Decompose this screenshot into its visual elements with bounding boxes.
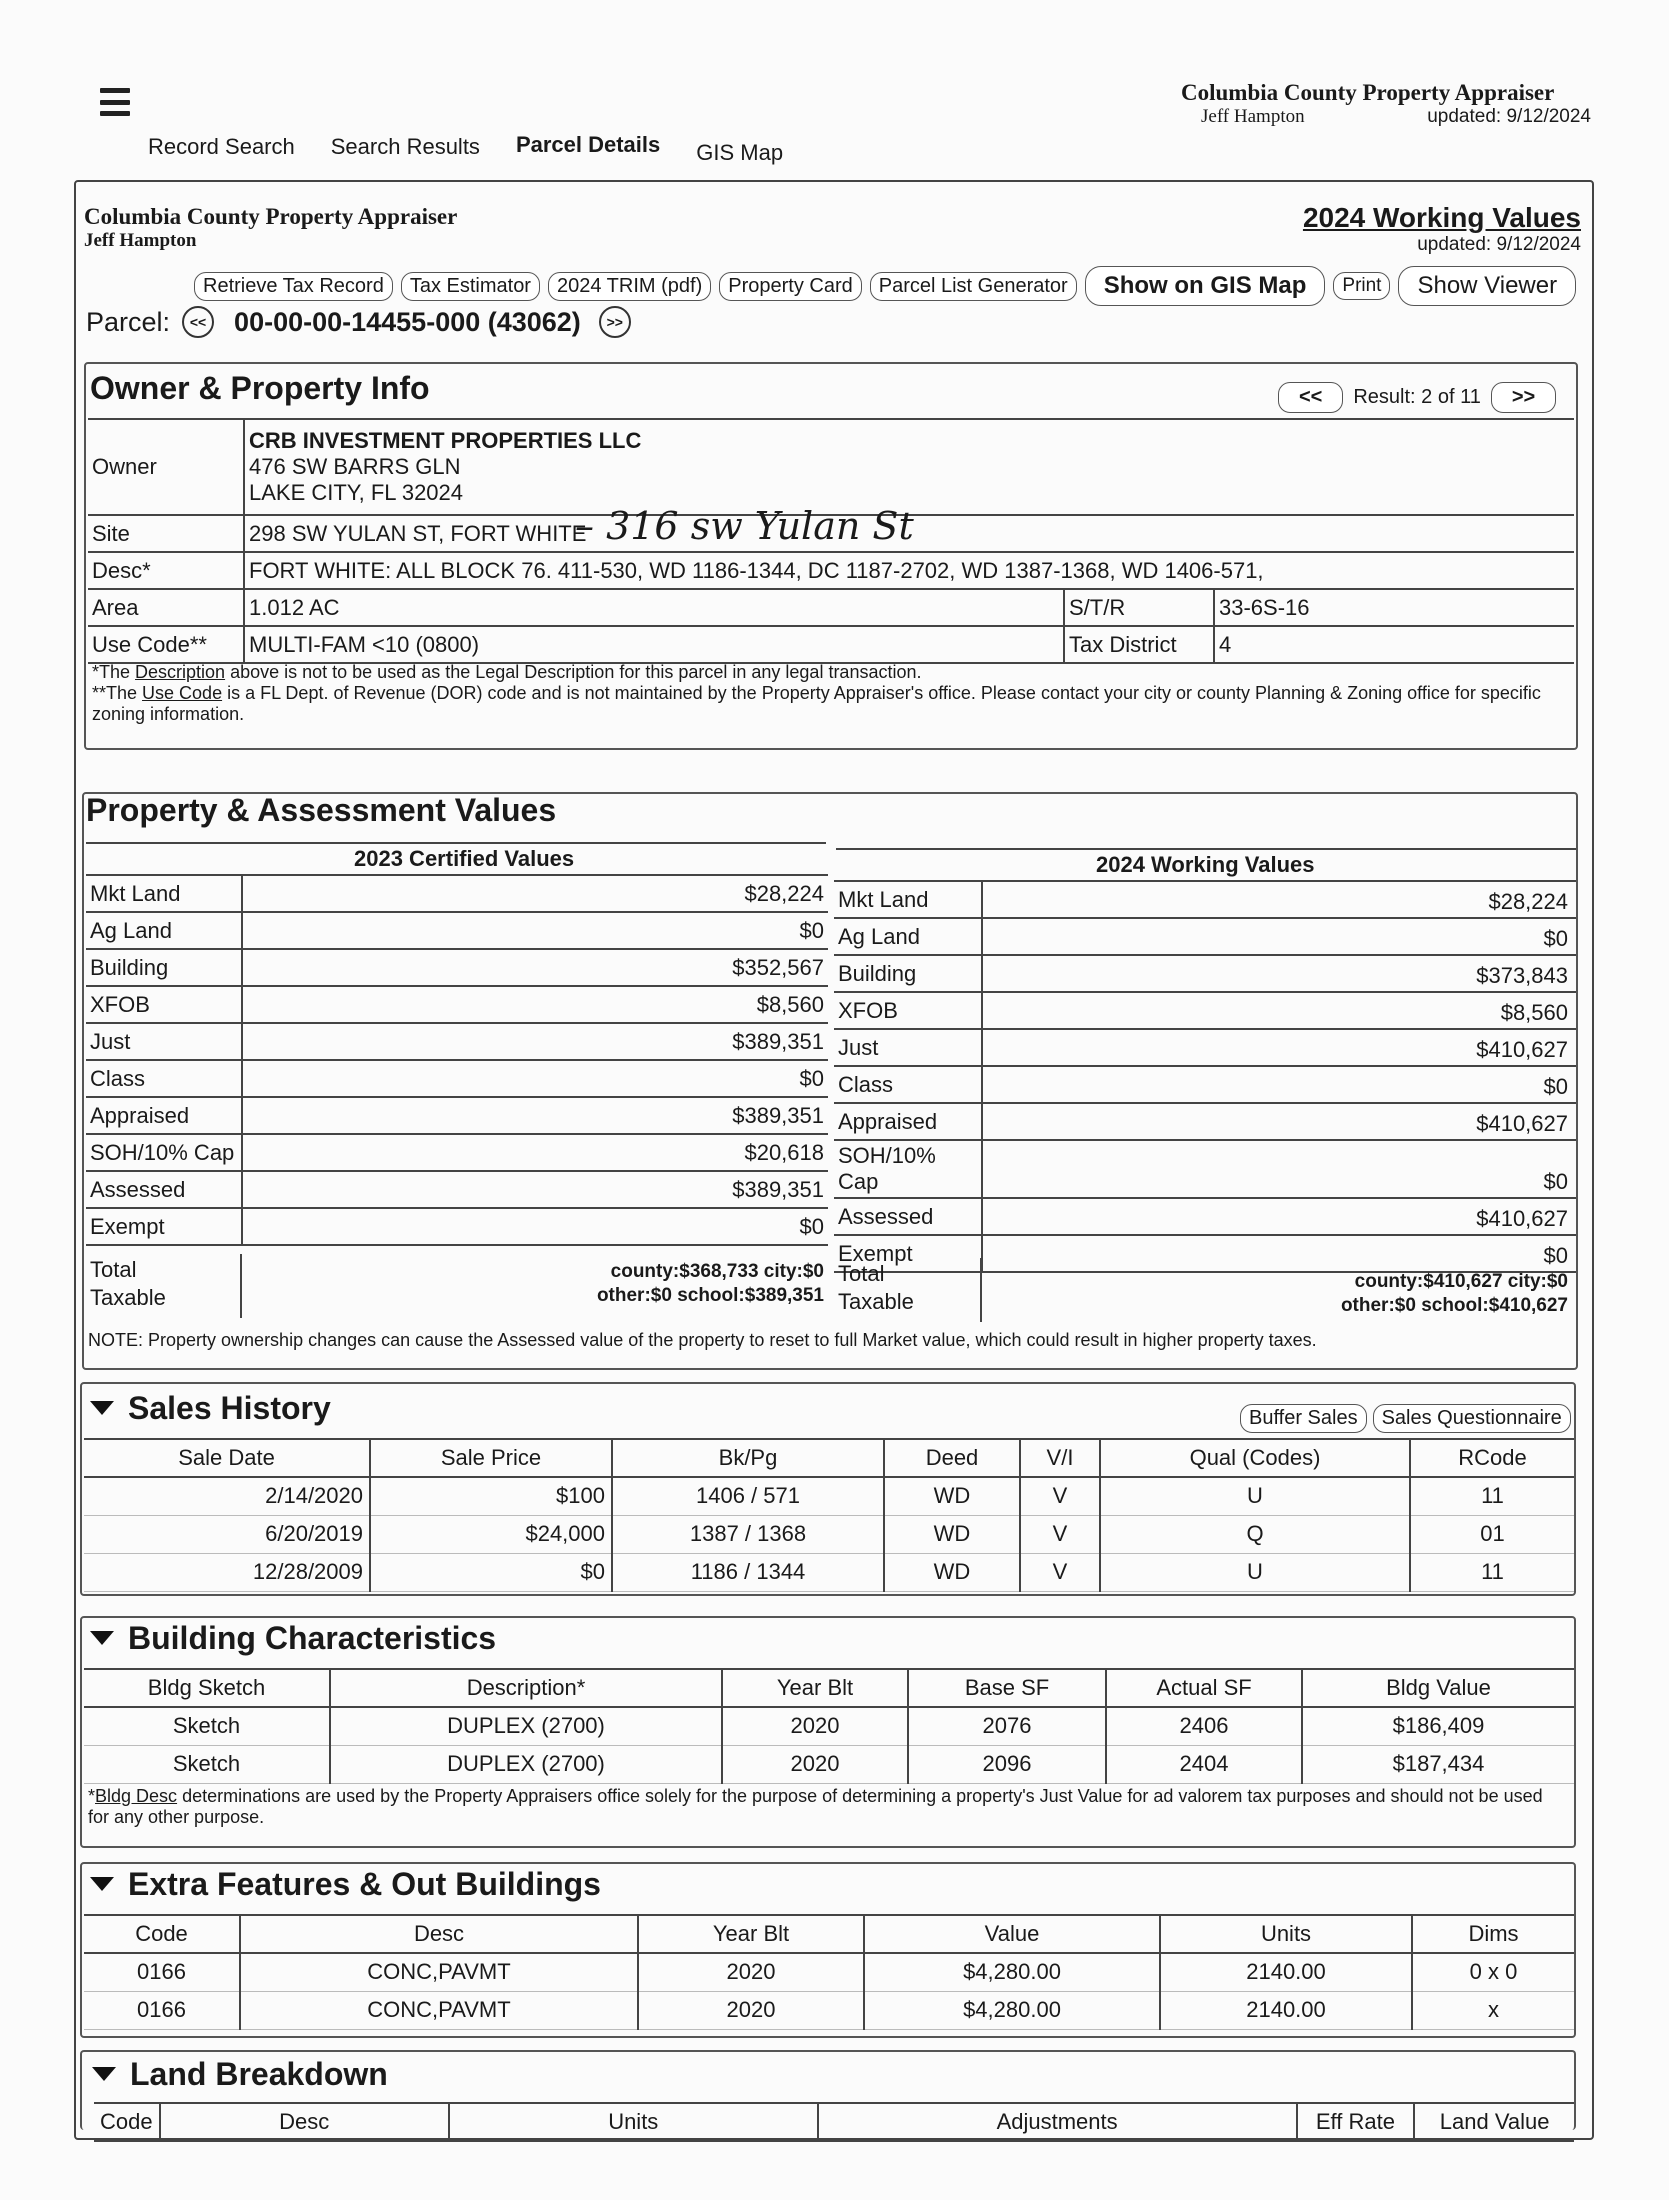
collapse-extra-icon[interactable]	[90, 1877, 114, 1891]
building-cell: 2020	[722, 1745, 908, 1783]
parcel-row	[86, 306, 631, 338]
sales-cell: 1406 / 571	[612, 1477, 884, 1515]
property-card-button[interactable]: Property Card	[719, 272, 862, 301]
desc-label: Desc*	[88, 552, 244, 589]
use-code-link[interactable]: Use Code	[142, 683, 223, 703]
land-col-header: Adjustments	[818, 2103, 1297, 2141]
value-amount: $28,224	[242, 875, 828, 912]
sales-cell: U	[1100, 1553, 1410, 1591]
tax-district-label: Tax District	[1064, 626, 1214, 663]
values-row	[86, 949, 828, 986]
use-code-value: MULTI-FAM <10 (0800)	[244, 626, 1064, 663]
sales-cell: WD	[884, 1553, 1020, 1591]
value-label: Mkt Land	[834, 881, 982, 918]
sales-questionnaire-button[interactable]: Sales Questionnaire	[1373, 1404, 1571, 1433]
sales-cell: WD	[884, 1477, 1020, 1515]
building-cell: 2020	[722, 1707, 908, 1745]
action-buttons	[194, 266, 1576, 306]
building-row	[84, 1707, 1574, 1745]
building-cell: $186,409	[1302, 1707, 1574, 1745]
building-cell: 2076	[908, 1707, 1106, 1745]
value-label: XFOB	[86, 986, 242, 1023]
result-next-button[interactable]: >>	[1491, 382, 1556, 413]
land-col-header: Units	[449, 2103, 818, 2141]
extra-row	[84, 1991, 1574, 2029]
value-label: Exempt	[86, 1208, 242, 1245]
building-cell: $187,434	[1302, 1745, 1574, 1783]
value-label: Just	[86, 1023, 242, 1060]
sales-cell: 11	[1410, 1553, 1574, 1591]
building-cell: Sketch	[84, 1745, 330, 1783]
values-row	[86, 1171, 828, 1208]
str-label: S/T/R	[1064, 589, 1214, 626]
sales-cell: 1186 / 1344	[612, 1553, 884, 1591]
land-header-row	[94, 2103, 1574, 2141]
values-2024-grid	[834, 880, 1576, 1273]
extra-cell: 2020	[638, 1991, 864, 2029]
nav-parcel-details[interactable]: Parcel Details	[515, 132, 661, 157]
value-amount: $8,560	[982, 992, 1576, 1029]
values-row	[834, 918, 1576, 955]
site-label: Site	[88, 515, 244, 552]
values-row	[834, 1198, 1576, 1235]
site-value: 298 SW YULAN ST, FORT WHITE	[249, 520, 587, 546]
panel-header-left	[84, 204, 457, 252]
value-amount: $0	[242, 912, 828, 949]
owner-name: CRB INVESTMENT PROPERTIES LLC	[249, 428, 642, 453]
sales-cell: 12/28/2009	[84, 1553, 370, 1591]
result-prev-button[interactable]: <<	[1278, 382, 1343, 413]
parcel-label: Parcel:	[86, 306, 171, 337]
owner-address-2: LAKE CITY, FL 32024	[249, 480, 464, 505]
str-value: 33-6S-16	[1214, 589, 1574, 626]
building-col-header: Year Blt	[722, 1669, 908, 1707]
sales-col-header: Qual (Codes)	[1100, 1439, 1410, 1477]
values-row	[86, 1060, 828, 1097]
building-col-header: Actual SF	[1106, 1669, 1302, 1707]
updated-date: updated: 9/12/2024	[1427, 106, 1591, 127]
extra-col-header: Units	[1160, 1915, 1412, 1953]
values-row	[834, 1066, 1576, 1103]
sales-table	[84, 1438, 1574, 1592]
land-col-header: Desc	[160, 2103, 449, 2141]
col-2023-header: 2023 Certified Values	[354, 846, 575, 871]
values-2023-grid	[86, 874, 828, 1246]
total-taxable-value-2024: county:$410,627 city:$0 other:$0 school:$410,627	[1340, 1271, 1568, 1316]
sales-col-header: RCode	[1410, 1439, 1574, 1477]
values-row	[86, 1134, 828, 1171]
value-amount: $352,567	[242, 949, 828, 986]
total-taxable-2024	[834, 1258, 1576, 1322]
sales-cell: $100	[370, 1477, 612, 1515]
value-label: SOH/10% Cap	[834, 1140, 982, 1198]
extra-cell: $4,280.00	[864, 1991, 1160, 2029]
building-col-header: Base SF	[908, 1669, 1106, 1707]
extra-features-table	[84, 1914, 1574, 2030]
sales-cell: Q	[1100, 1515, 1410, 1553]
values-row	[86, 1097, 828, 1134]
use-code-row	[88, 626, 1574, 663]
value-label: Class	[86, 1060, 242, 1097]
sales-col-header: Sale Date	[84, 1439, 370, 1477]
sales-cell: 6/20/2019	[84, 1515, 370, 1553]
extra-col-header: Year Blt	[638, 1915, 864, 1953]
next-parcel-button[interactable]: >>	[599, 306, 631, 338]
building-cell: 2406	[1106, 1707, 1302, 1745]
sales-col-header: Sale Price	[370, 1439, 612, 1477]
collapse-sales-icon[interactable]	[90, 1401, 114, 1415]
extra-cell: CONC,PAVMT	[240, 1991, 638, 2029]
value-label: Ag Land	[834, 918, 982, 955]
building-row	[84, 1745, 1574, 1783]
value-label: Assessed	[834, 1198, 982, 1235]
parcel-id: 00-00-00-14455-000 (43062)	[234, 306, 581, 337]
value-amount: $8,560	[242, 986, 828, 1023]
collapse-building-icon[interactable]	[90, 1631, 114, 1645]
bldg-desc-link[interactable]: Bldg Desc	[95, 1786, 178, 1806]
building-cell: 2404	[1106, 1745, 1302, 1783]
owner-section-title: Owner & Property Info	[90, 370, 430, 406]
building-col-header: Description*	[330, 1669, 722, 1707]
value-amount: $389,351	[242, 1171, 828, 1208]
panel-header-right	[1303, 202, 1581, 256]
value-amount: $0	[982, 1066, 1576, 1103]
land-col-header: Code	[94, 2103, 160, 2141]
building-col-header: Bldg Sketch	[84, 1669, 330, 1707]
prev-parcel-button[interactable]: <<	[182, 306, 214, 338]
values-row	[86, 1208, 828, 1245]
total-taxable-label-2023: Total Taxable	[86, 1254, 242, 1318]
building-cell: 2096	[908, 1745, 1106, 1783]
value-label: XFOB	[834, 992, 982, 1029]
show-on-gis-map-button[interactable]: Show on GIS Map	[1085, 266, 1326, 306]
sales-row	[84, 1515, 1574, 1553]
top-nav	[148, 132, 784, 165]
values-row	[86, 875, 828, 912]
value-amount: $389,351	[242, 1023, 828, 1060]
value-amount: $0	[242, 1060, 828, 1097]
building-header-row	[84, 1669, 1574, 1707]
value-label: SOH/10% Cap	[86, 1134, 242, 1171]
panel-appraiser-title: Columbia County Property Appraiser	[84, 204, 458, 229]
appraiser-banner	[1181, 80, 1591, 128]
sales-section-title: Sales History	[90, 1390, 331, 1427]
sales-cell: 11	[1410, 1477, 1574, 1515]
total-taxable-label-2024: Total Taxable	[834, 1258, 982, 1322]
owner-value	[244, 419, 1574, 515]
extra-col-header: Dims	[1412, 1915, 1574, 1953]
result-count: Result: 2 of 11	[1353, 386, 1481, 408]
values-row	[834, 992, 1576, 1029]
land-col-header: Land Value	[1414, 2103, 1574, 2141]
sales-cell: V	[1020, 1553, 1100, 1591]
ownership-change-note: NOTE: Property ownership changes can cause the Assessed value of the property to reset to full Market value, which could result in higher property taxes.	[88, 1330, 1317, 1350]
building-cell: DUPLEX (2700)	[330, 1707, 722, 1745]
sales-cell: 01	[1410, 1515, 1574, 1553]
value-amount: $410,627	[982, 1029, 1576, 1066]
use-code-label: Use Code**	[88, 626, 244, 663]
extra-header-row	[84, 1915, 1574, 1953]
menu-icon[interactable]	[100, 88, 130, 116]
sales-cell: 2/14/2020	[84, 1477, 370, 1515]
sales-header-row	[84, 1439, 1574, 1477]
extra-col-header: Desc	[240, 1915, 638, 1953]
extra-cell: $4,280.00	[864, 1953, 1160, 1991]
total-taxable-2023	[86, 1254, 828, 1318]
land-breakdown-title: Land Breakdown	[92, 2056, 388, 2093]
value-amount: $373,843	[982, 955, 1576, 992]
buffer-sales-button[interactable]: Buffer Sales	[1240, 1404, 1367, 1433]
building-col-header: Bldg Value	[1302, 1669, 1574, 1707]
area-label: Area	[88, 589, 244, 626]
nav-record-search[interactable]: Record Search	[148, 134, 295, 159]
values-row	[834, 1029, 1576, 1066]
value-label: Building	[834, 955, 982, 992]
values-row	[834, 955, 1576, 992]
value-amount: $0	[982, 918, 1576, 955]
total-taxable-value-2023: county:$368,733 city:$0 other:$0 school:$389,351	[596, 1261, 824, 1306]
value-label: Class	[834, 1066, 982, 1103]
description-note: *The Description above is not to be used as the Legal Description for this parcel in any legal transaction.	[92, 662, 922, 682]
panel-appraiser-name: Jeff Hampton	[84, 230, 197, 251]
appraiser-name: Jeff Hampton	[1201, 106, 1305, 127]
value-label: Appraised	[834, 1103, 982, 1140]
extra-cell: x	[1412, 1991, 1574, 2029]
sales-actions	[1240, 1404, 1571, 1433]
values-row	[86, 986, 828, 1023]
land-col-header: Eff Rate	[1297, 2103, 1415, 2141]
sales-cell: 1387 / 1368	[612, 1515, 884, 1553]
sales-col-header: Deed	[884, 1439, 1020, 1477]
appraiser-title: Columbia County Property Appraiser	[1181, 80, 1555, 105]
building-note: *Bldg Desc determinations are used by the Property Appraisers office solely for the purpose of determining a property's Just Value for ad valorem tax purposes and should not be used for any other purpose.	[88, 1786, 1543, 1827]
value-label: Assessed	[86, 1171, 242, 1208]
extra-col-header: Value	[864, 1915, 1160, 1953]
panel-updated: updated: 9/12/2024	[1417, 234, 1581, 255]
extra-row	[84, 1953, 1574, 1991]
parcel-list-generator-button[interactable]: Parcel List Generator	[870, 272, 1077, 301]
divider-2024	[836, 848, 1576, 850]
area-row	[88, 589, 1574, 626]
value-amount: $0	[982, 1140, 1576, 1198]
tax-estimator-button[interactable]: Tax Estimator	[401, 272, 540, 301]
building-cell: Sketch	[84, 1707, 330, 1745]
sales-cell: V	[1020, 1477, 1100, 1515]
print-button[interactable]: Print	[1333, 272, 1390, 300]
values-2023-table	[86, 874, 828, 1246]
divider-2023	[86, 842, 826, 844]
owner-row	[88, 419, 1574, 515]
sales-col-header: Bk/Pg	[612, 1439, 884, 1477]
collapse-land-icon[interactable]	[92, 2067, 116, 2081]
desc-row	[88, 552, 1574, 589]
land-breakdown-table	[94, 2102, 1574, 2142]
extra-cell: 2020	[638, 1953, 864, 1991]
nav-search-results[interactable]: Search Results	[330, 134, 480, 159]
values-2024-table	[834, 880, 1576, 1273]
values-row	[86, 912, 828, 949]
sales-col-header: V/I	[1020, 1439, 1100, 1477]
value-amount: $0	[242, 1208, 828, 1245]
sales-row	[84, 1553, 1574, 1591]
tax-district-value: 4	[1214, 626, 1574, 663]
sales-cell: V	[1020, 1515, 1100, 1553]
area-value: 1.012 AC	[244, 589, 1064, 626]
col-2024-header: 2024 Working Values	[1096, 852, 1315, 877]
sales-cell: $24,000	[370, 1515, 612, 1553]
sales-row	[84, 1477, 1574, 1515]
owner-label: Owner	[88, 419, 244, 515]
value-amount: $410,627	[982, 1103, 1576, 1140]
handwritten-site-note: – 316 sw Yulan St	[575, 504, 914, 548]
desc-value: FORT WHITE: ALL BLOCK 76. 411-530, WD 1186-1344, DC 1187-2702, WD 1387-1368, WD 1406-571,	[244, 552, 1574, 589]
description-link[interactable]: Description	[135, 662, 226, 682]
value-amount: $28,224	[982, 881, 1576, 918]
nav-gis-map[interactable]: GIS Map	[696, 140, 784, 165]
value-label: Just	[834, 1029, 982, 1066]
values-row	[834, 881, 1576, 918]
value-label: Appraised	[86, 1097, 242, 1134]
owner-notes	[92, 662, 1572, 725]
value-amount: $0	[982, 1235, 1576, 1272]
value-amount: $410,627	[982, 1198, 1576, 1235]
extra-cell: 0166	[84, 1991, 240, 2029]
owner-info-table	[88, 418, 1574, 664]
values-row	[834, 1140, 1576, 1198]
show-viewer-button[interactable]: Show Viewer	[1398, 266, 1576, 306]
value-amount: $389,351	[242, 1097, 828, 1134]
extra-features-title: Extra Features & Out Buildings	[90, 1866, 601, 1903]
extra-cell: 2140.00	[1160, 1991, 1412, 2029]
building-table	[84, 1668, 1574, 1784]
value-label: Mkt Land	[86, 875, 242, 912]
trim-pdf-button[interactable]: 2024 TRIM (pdf)	[548, 272, 711, 301]
site-cell	[244, 504, 1574, 552]
extra-cell: CONC,PAVMT	[240, 1953, 638, 1991]
value-label: Building	[86, 949, 242, 986]
building-cell: DUPLEX (2700)	[330, 1745, 722, 1783]
extra-cell: 0 x 0	[1412, 1953, 1574, 1991]
use-code-note: **The Use Code is a FL Dept. of Revenue (DOR) code and is not maintained by the Property Appraiser's office. Please contact your city or county Planning & Zoning office for specific zoning information.	[92, 683, 1541, 724]
value-label: Exempt	[834, 1235, 982, 1272]
values-row	[86, 1023, 828, 1060]
sales-cell: U	[1100, 1477, 1410, 1515]
owner-address-1: 476 SW BARRS GLN	[249, 454, 461, 479]
building-section-title: Building Characteristics	[90, 1620, 496, 1657]
sales-cell: WD	[884, 1515, 1020, 1553]
value-label: Ag Land	[86, 912, 242, 949]
values-row	[834, 1103, 1576, 1140]
result-pager	[1278, 382, 1556, 413]
value-amount: $20,618	[242, 1134, 828, 1171]
working-values-link[interactable]: 2024 Working Values	[1302, 202, 1581, 233]
extra-col-header: Code	[84, 1915, 240, 1953]
site-row	[88, 515, 1574, 552]
retrieve-tax-record-button[interactable]: Retrieve Tax Record	[194, 272, 393, 301]
sales-cell: $0	[370, 1553, 612, 1591]
values-section-title: Property & Assessment Values	[86, 792, 557, 828]
extra-cell: 0166	[84, 1953, 240, 1991]
extra-cell: 2140.00	[1160, 1953, 1412, 1991]
